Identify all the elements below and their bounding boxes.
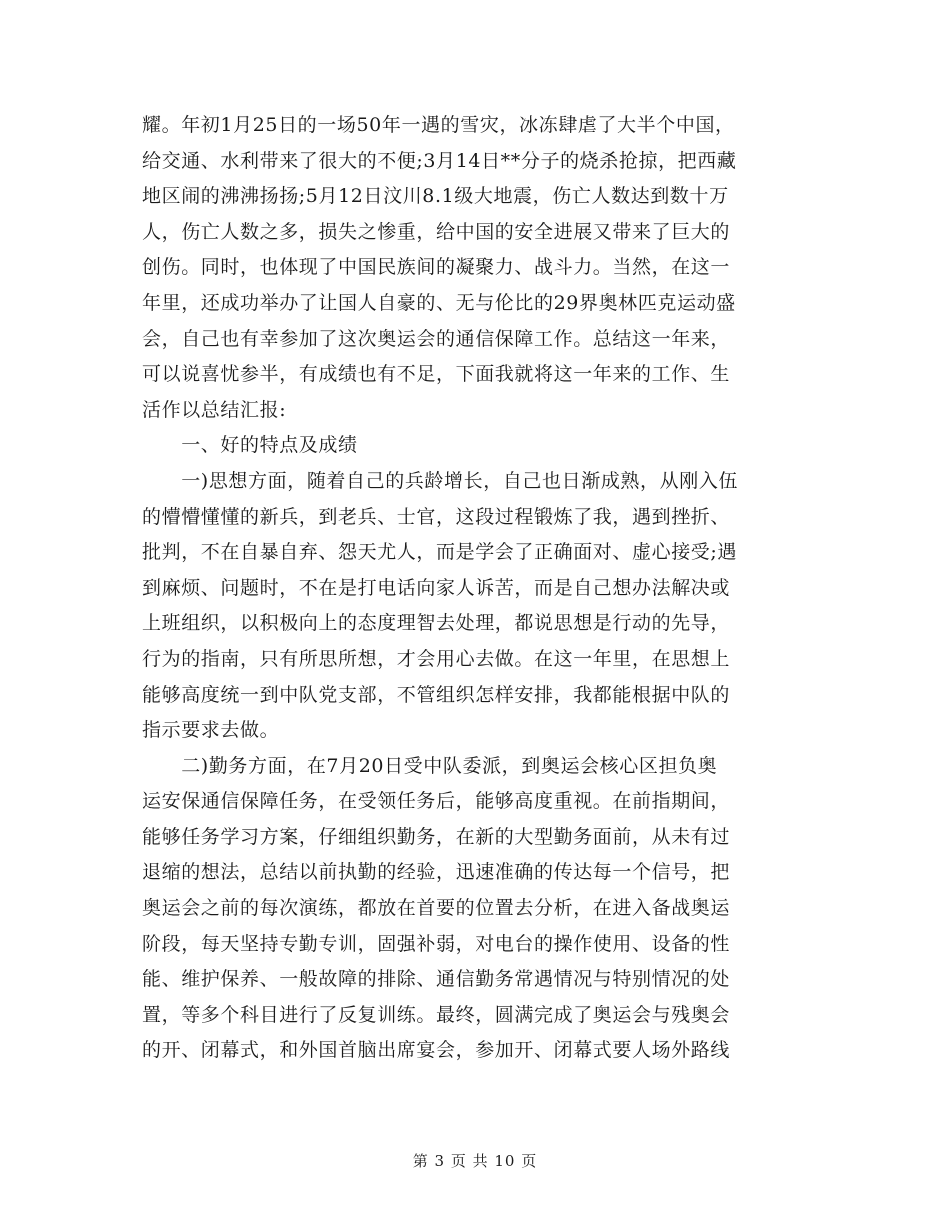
text-line: 运安保通信保障任务，在受领任务后，能够高度重视。在前指期间， [142, 790, 731, 813]
text-line: 批判，不在自暴自弃、怨天尤人，而是学会了正确面对、虚心接受;遇 [142, 541, 738, 564]
text-line: 奥运会之前的每次演练，都放在首要的位置去分析，在进入备战奥运 [142, 897, 731, 920]
text-line: 创伤。同时，也体现了中国民族间的凝聚力、战斗力。当然，在这一 [142, 256, 731, 279]
text-line: 能、维护保养、一般故障的排除、通信勤务常遇情况与特别情况的处 [142, 968, 731, 991]
text-line: 二)勤务方面，在7月20日受中队委派，到奥运会核心区担负奥 [142, 754, 718, 777]
text-line: 可以说喜忧参半，有成绩也有不足，下面我就将这一年来的工作、生 [142, 363, 731, 386]
text-line: 阶段，每天坚持专勤专训，固强补弱，对电台的操作使用、设备的性 [142, 932, 731, 955]
text-line: 活作以总结汇报: [142, 398, 287, 421]
text-line: 能够高度统一到中队党支部，不管组织怎样安排，我都能根据中队的 [142, 683, 731, 706]
text-line: 年里，还成功举办了让国人自豪的、无与伦比的29界奥林匹克运动盛 [142, 291, 736, 314]
text-line: 会，自己也有幸参加了这次奥运会的通信保障工作。总结这一年来， [142, 327, 731, 350]
text-line: 行为的指南，只有所思所想，才会用心去做。在这一年里，在思想上 [142, 647, 731, 670]
text-line: 上班组织，以积极向上的态度理智去处理，都说思想是行动的先导， [142, 612, 731, 635]
text-line: 的开、闭幕式，和外国首脑出席宴会，参加开、闭幕式要人场外路线 [142, 1039, 731, 1062]
text-line: 一)思想方面，随着自己的兵龄增长，自己也日渐成熟，从刚入伍 [142, 469, 739, 492]
text-line: 能够任务学习方案，仔细组织勤务，在新的大型勤务面前，从未有过 [142, 825, 731, 848]
text-line: 的懵懵懂懂的新兵，到老兵、士官，这段过程锻炼了我，遇到挫折、 [142, 505, 731, 528]
text-line: 地区闹的沸沸扬扬;5月12日汶川8.1级大地震，伤亡人数达到数十万 [142, 185, 729, 208]
text-line: 退缩的想法，总结以前执勤的经验，迅速准确的传达每一个信号，把 [142, 861, 731, 884]
text-line: 人，伤亡人数之多，损失之惨重，给中国的安全进展又带来了巨大的 [142, 220, 731, 243]
text-line: 耀。年初1月25日的一场50年一遇的雪灾，冰冻肆虐了大半个中国， [142, 114, 735, 136]
document-body [142, 108, 812, 1069]
text-line: 给交通、水利带来了很大的不便;3月14日**分子的烧杀抢掠，把西藏 [142, 149, 737, 172]
page-number-footer: 第 3 页 共 10 页 [412, 1152, 538, 1170]
text-line: 到麻烦、问题时，不在是打电话向家人诉苦，而是自己想办法解决或 [142, 576, 731, 599]
section-heading: 一、好的特点及成绩 [142, 434, 358, 457]
text-line: 指示要求去做。 [142, 719, 280, 742]
text-line: 置，等多个科目进行了反复训练。最终，圆满完成了奥运会与残奥会 [142, 1003, 731, 1026]
